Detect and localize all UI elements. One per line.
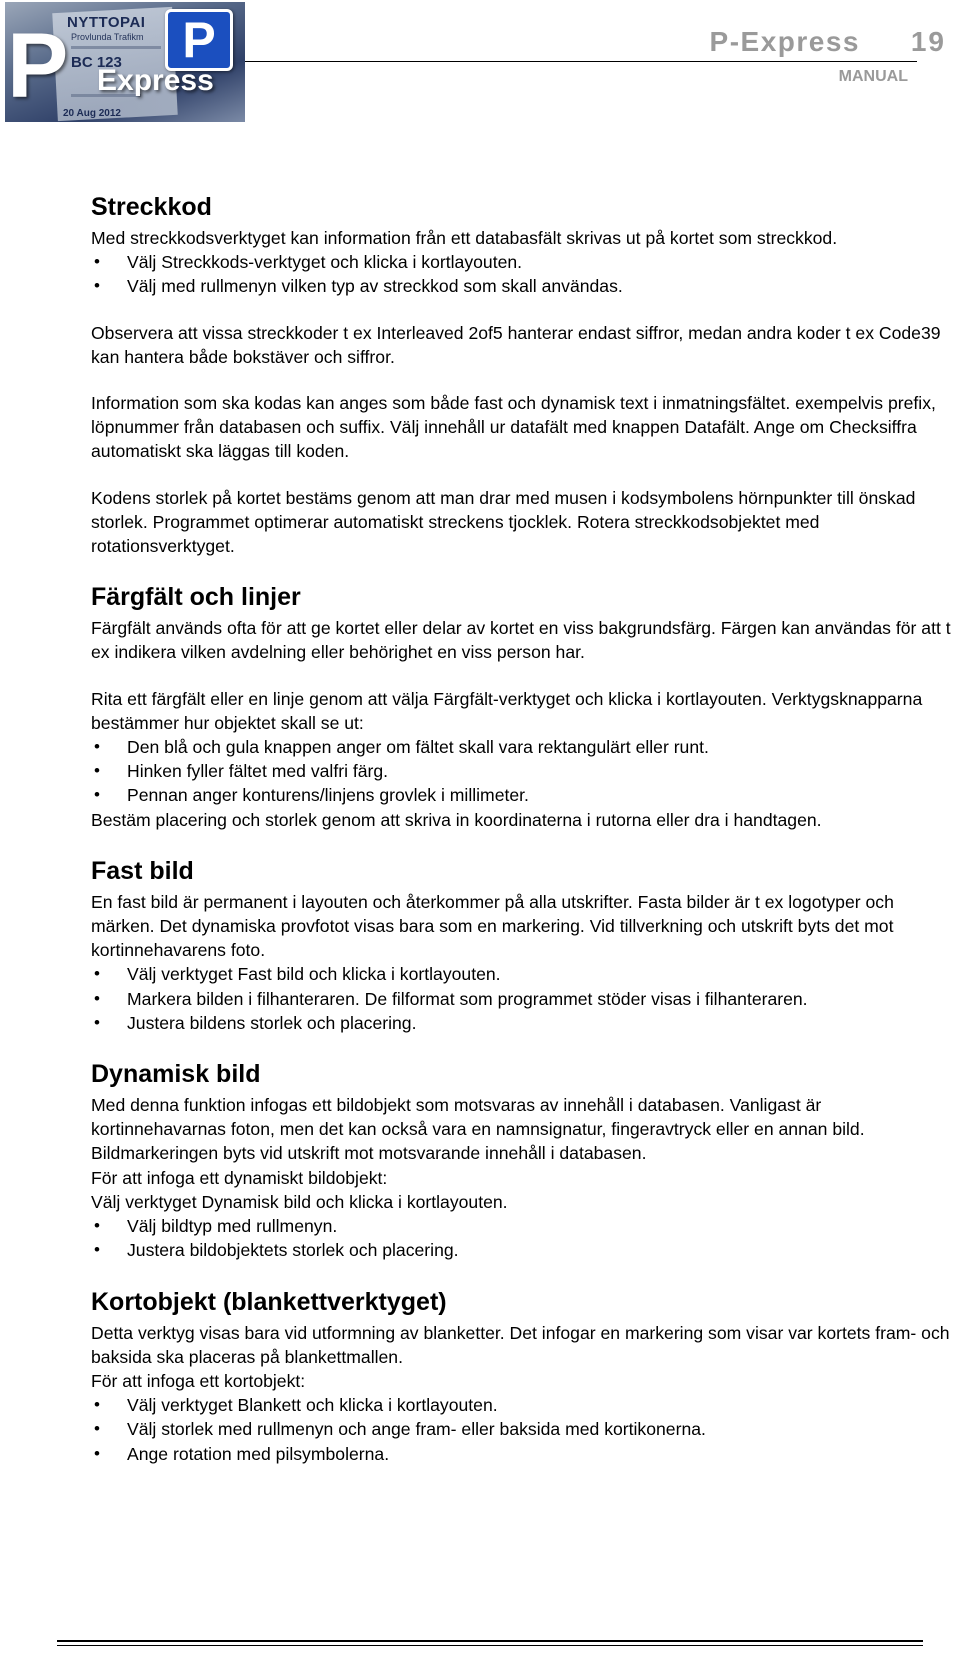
section-heading: Fast bild <box>91 856 194 885</box>
paragraph: Rita ett färgfält eller en linje genom att välja Färgfält-verktyget och klicka i kortlayouten. Verktygsknapparna bestämmer hur objektet skall se ut: <box>91 688 923 733</box>
paragraph: Kodens storlek på kortet bestäms genom att man drar med musen i kodsymbolens hörnpunkter till önskad storlek. Programmet optimerar automatiskt streckens tjocklek. Rotera streckkodsobjektet med rotationsverktyget. <box>91 487 916 557</box>
logo-card-sub-text: Provlunda Trafikm <box>71 32 144 42</box>
list-item: • Ange rotation med pilsymbolerna. <box>91 1442 951 1466</box>
logo-card-line <box>71 46 161 49</box>
paragraph: En fast bild är permanent i layouten och återkommer på alla utskrifter. Fasta bilder är t ex logotyper och märken. Det dynamiska provfotot visas bara som en markering. Vid tillverkning och utskrift byts det mot kortinnehavarens foto. <box>91 891 894 961</box>
list-item: • Välj verktyget Fast bild och klicka i kortlayouten. <box>91 962 951 986</box>
p-express-logo <box>5 2 245 122</box>
logo-date-text: 20 Aug 2012 <box>63 108 121 119</box>
paragraph: Information som ska kodas kan anges som både fast och dynamisk text i inmatningsfältet. exempelvis prefix, löpnummer från databasen och suffix. Välj innehåll ur datafält med knappen Datafält. Ange om Checksiffra automatiskt ska läggas till koden. <box>91 393 936 462</box>
section-heading: Färgfält och linjer <box>91 583 301 612</box>
list-item: • Markera bilden i filhanteraren. De filformat som programmet stöder visas i filhanteraren. <box>91 987 951 1011</box>
bullet-list <box>91 1214 951 1262</box>
list-item: • Hinken fyller fältet med valfri färg. <box>91 759 951 783</box>
list-item: • Välj bildtyp med rullmenyn. <box>91 1214 951 1238</box>
page-number: 19 <box>910 26 946 57</box>
paragraph: Bestäm placering och storlek genom att skriva in koordinaterna i rutorna eller dra i handtagen. <box>91 809 822 830</box>
logo-express-text: Express <box>97 64 214 97</box>
section-heading: Dynamisk bild <box>91 1060 261 1089</box>
paragraph: Med denna funktion infogas ett bildobjekt som motsvaras av innehåll i databasen. Vanligast är kortinnehavarnas foton, men det kan också vara en namnsignatur, fingeravtryck eller en annan bild. <box>91 1095 865 1140</box>
section-heading: Kortobjekt (blankettverktyget) <box>91 1287 447 1316</box>
parking-sign-icon: P <box>165 9 233 71</box>
list-item: • Den blå och gula knappen anger om fältet skall vara rektangulärt eller runt. <box>91 735 951 759</box>
bullet-list <box>91 1393 951 1466</box>
section-fargfalt <box>91 582 951 832</box>
paragraph: Bildmarkeringen byts vid utskrift mot motsvarande innehåll i databasen. <box>91 1143 647 1164</box>
list-item: • Justera bildens storlek och placering. <box>91 1011 951 1035</box>
list-item: • Pennan anger konturens/linjens grovlek i millimeter. <box>91 783 951 807</box>
logo-plate-text: BC 123 <box>71 54 122 71</box>
logo-big-p: P <box>7 15 69 117</box>
section-heading: Streckkod <box>91 193 212 221</box>
paragraph: Detta verktyg visas bara vid utformning av blanketter. Det infogar en markering som visar var kortets fram- och baksida ska placeras på blankettmallen. <box>91 1322 950 1367</box>
list-item: • Välj storlek med rullmenyn och ange fram- eller baksida med kortikonerna. <box>91 1417 951 1441</box>
footer-divider <box>57 1645 923 1646</box>
paragraph: Med streckkodsverktyget kan information från ett databasfält skrivas ut på kortet som streckkod. <box>91 228 838 248</box>
page-content <box>91 192 951 1490</box>
paragraph: För att infoga ett dynamiskt bildobjekt: <box>91 1167 388 1188</box>
list-item: • Välj med rullmenyn vilken typ av streckkod som skall användas. <box>91 274 951 298</box>
logo-card-top-text: NYTTOPAI <box>67 14 146 31</box>
list-item: • Justera bildobjektets storlek och placering. <box>91 1238 951 1262</box>
section-streckkod <box>91 192 951 558</box>
bullet-list <box>91 735 951 808</box>
section-dynamisk-bild <box>91 1059 951 1262</box>
list-item: • Välj Streckkods-verktyget och klicka i kortlayouten. <box>91 250 951 274</box>
footer-divider <box>57 1640 923 1642</box>
paragraph: För att infoga ett kortobjekt: <box>91 1370 306 1391</box>
paragraph: Observera att vissa streckkoder t ex Interleaved 2of5 hanterar endast siffror, medan andra koder t ex Code39 kan hantera både bokstäver och siffror. <box>91 322 941 367</box>
header-divider <box>245 61 917 62</box>
section-fast-bild <box>91 856 951 1035</box>
paragraph: Färgfält används ofta för att ge kortet eller delar av kortet en viss bakgrundsfärg. Färgen kan användas för att t ex indikera vilken avdelning eller behörighet en viss person har. <box>91 618 951 663</box>
header-subtitle: MANUAL <box>838 68 908 85</box>
header-title: P-Express <box>709 26 860 57</box>
bullet-list <box>91 962 951 1035</box>
list-item: • Välj verktyget Blankett och klicka i kortlayouten. <box>91 1393 951 1417</box>
bullet-list <box>91 250 951 298</box>
section-kortobjekt <box>91 1287 951 1466</box>
paragraph: Välj verktyget Dynamisk bild och klicka i kortlayouten. <box>91 1191 508 1212</box>
